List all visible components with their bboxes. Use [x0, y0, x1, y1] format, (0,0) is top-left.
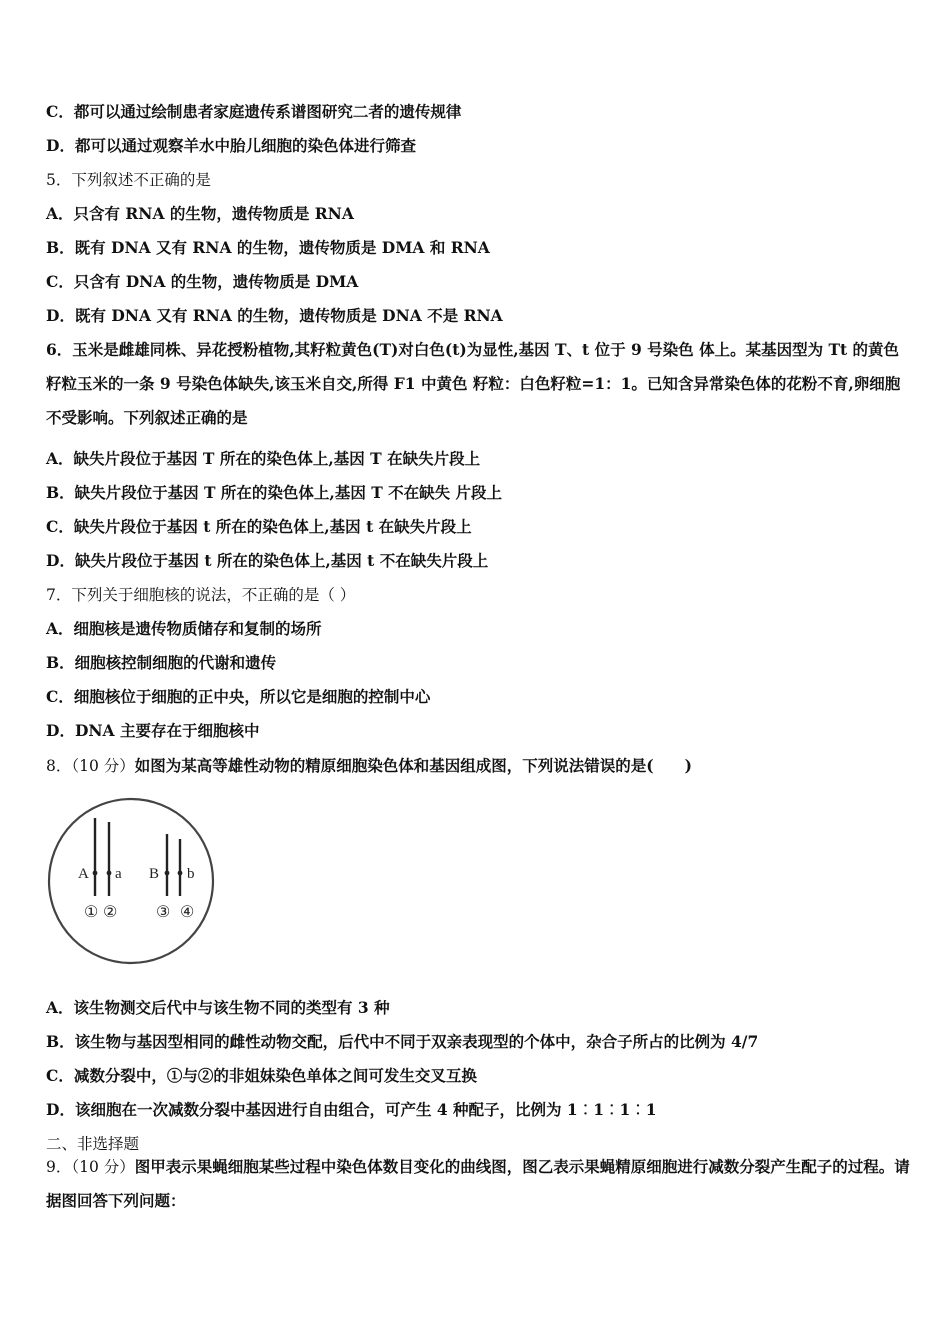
q5-stem: 5．下列叙述不正确的是 [46, 171, 211, 189]
gene-label-A: A [78, 866, 89, 882]
q8-stem-prefix: 8．（10 分） [46, 757, 135, 775]
q5-option-c: C．只含有 DNA 的生物，遗传物质是 DMA [46, 272, 359, 291]
gene-label-a: a [115, 866, 122, 882]
q8-option-d: D．该细胞在一次减数分裂中基因进行自由组合，可产生 4 种配子，比例为 1︰1︰1︰1 [46, 1100, 657, 1119]
q7-option-d: D．DNA 主要存在于细胞核中 [46, 721, 260, 740]
q6-option-a: A．缺失片段位于基因 T 所在的染色体上,基因 T 在缺失片段上 [46, 449, 481, 468]
chromosome-number-1: ① [84, 904, 99, 921]
q5-option-b: B．既有 DNA 又有 RNA 的生物，遗传物质是 DMA 和 RNA [46, 238, 490, 257]
centromere-2 [107, 871, 112, 876]
centromere-1 [93, 871, 98, 876]
q8-option-b: B．该生物与基因型相同的雌性动物交配，后代中不同于双亲表现型的个体中，杂合子所占的比例为 4/7 [46, 1032, 759, 1051]
q7-option-b: B．细胞核控制细胞的代谢和遗传 [46, 653, 277, 672]
q5-option-a: A．只含有 RNA 的生物，遗传物质是 RNA [46, 204, 354, 223]
q8-stem [46, 756, 910, 776]
gene-label-B: B [149, 866, 160, 882]
chromosome-number-4: ④ [180, 904, 195, 921]
q7-stem: 7．下列关于细胞核的说法，不正确的是（ ） [46, 586, 356, 604]
q9-stem-main: 图甲表示果蝇细胞某些过程中染色体数目变化的曲线图，图乙表示果蝇精原细胞进行减数分裂产生配子的过程。请据图回答下列问题： [46, 1157, 910, 1210]
q5-option-d: D．既有 DNA 又有 RNA 的生物，遗传物质是 DNA 不是 RNA [46, 306, 503, 325]
q7-option-c: C．细胞核位于细胞的正中央，所以它是细胞的控制中心 [46, 687, 431, 706]
q8-option-a: A．该生物测交后代中与该生物不同的类型有 3 种 [46, 998, 390, 1017]
chromosome-number-2: ② [103, 904, 118, 921]
q9-stem-prefix: 9．（10 分） [46, 1158, 135, 1176]
q6-stem: 6．玉米是雌雄同株、异花授粉植物,其籽粒黄色(T)对白色(t)为显性,基因 T、t 位于 9 号染色 体上。某基因型为 Tt 的黄色籽粒玉米的一条 9 号染色体缺失,该玉米自交,所得 F1 中黄色 籽粒：白色籽粒=1：1。已知含异常染色体的花粉不育,卵细胞不受影响。下列叙述正确的是 [46, 340, 901, 427]
q9-stem [46, 1150, 910, 1218]
q4-option-d: D．都可以通过观察羊水中胎儿细胞的染色体进行筛查 [46, 136, 416, 155]
chromosome-number-3: ③ [156, 904, 171, 921]
centromere-3 [165, 871, 170, 876]
q7-option-a: A．细胞核是遗传物质储存和复制的场所 [46, 619, 322, 638]
q6-option-b: B．缺失片段位于基因 T 所在的染色体上,基因 T 不在缺失 片段上 [46, 483, 503, 502]
centromere-4 [178, 871, 183, 876]
q8-stem-main: 如图为某高等雄性动物的精原细胞染色体和基因组成图，下列说法错误的是( ) [134, 756, 692, 775]
q6-option-c: C．缺失片段位于基因 t 所在的染色体上,基因 t 在缺失片段上 [46, 517, 472, 536]
section-heading: 二、非选择题 [46, 1135, 140, 1153]
q8-option-c: C．减数分裂中，①与②的非姐妹染色单体之间可发生交叉互换 [46, 1066, 477, 1085]
q6-option-d: D．缺失片段位于基因 t 所在的染色体上,基因 t 不在缺失片段上 [46, 551, 489, 570]
gene-label-b: b [187, 866, 195, 882]
chromosome-diagram [44, 786, 222, 970]
q4-option-c: C．都可以通过绘制患者家庭遗传系谱图研究二者的遗传规律 [46, 102, 462, 121]
